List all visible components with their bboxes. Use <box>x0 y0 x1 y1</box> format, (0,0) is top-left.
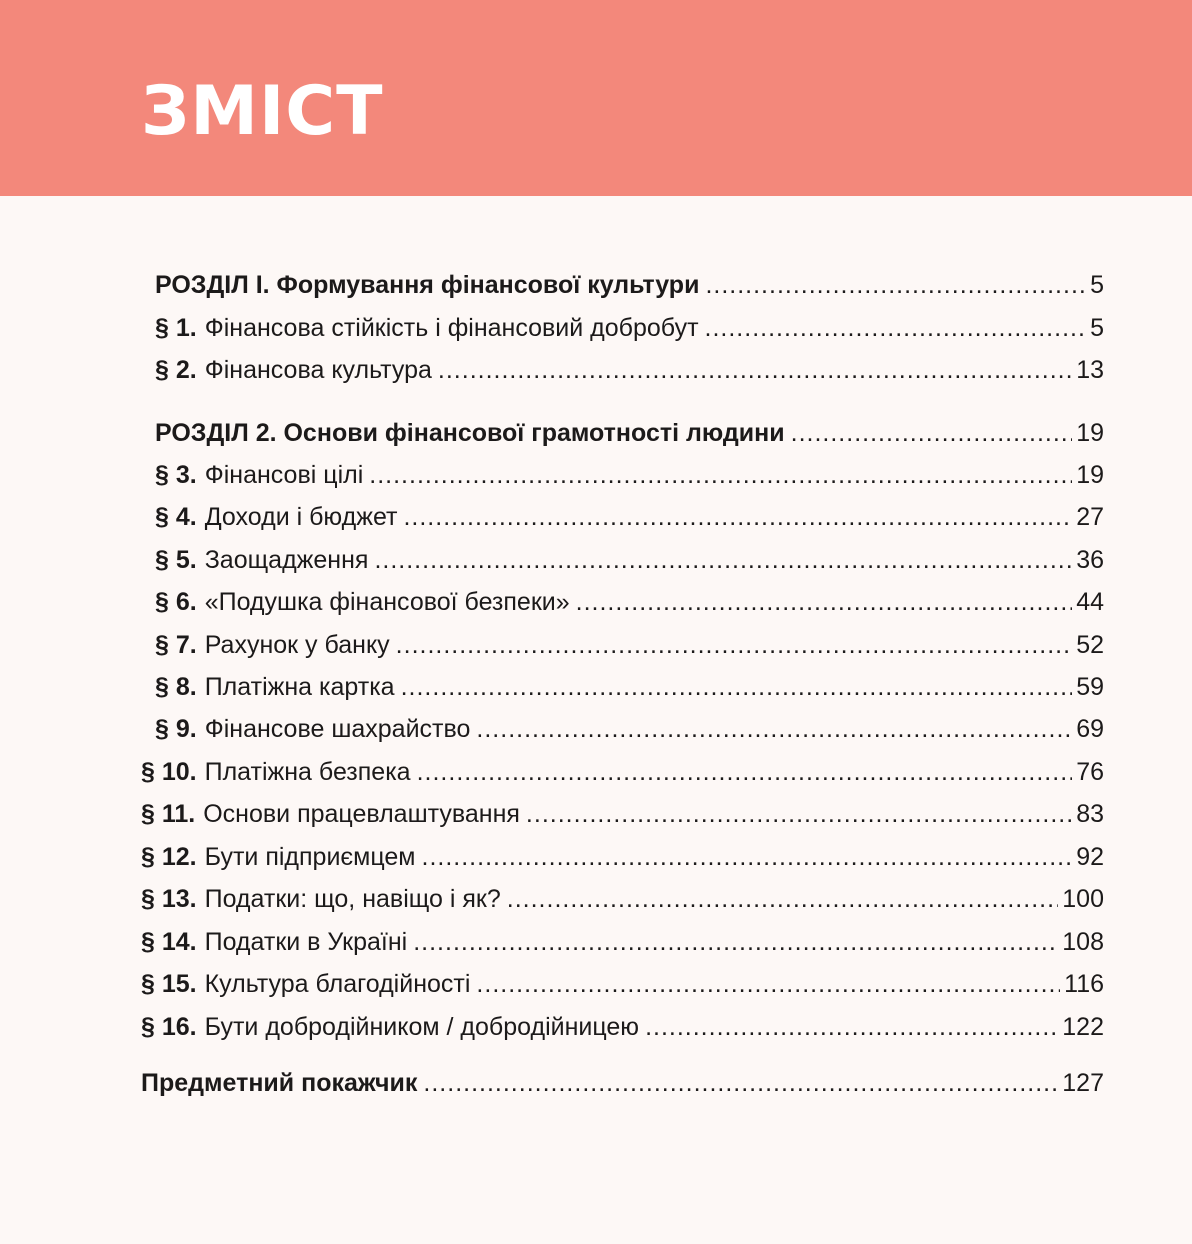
toc-page-number: 116 <box>1064 970 1104 998</box>
toc-entry-number: § 11. <box>141 800 196 828</box>
toc-entry-title: Заощадження <box>204 546 369 574</box>
toc-entry-number: § 2. <box>155 356 197 384</box>
dot-leader <box>476 966 1060 1002</box>
toc-section-1[interactable] <box>155 267 1104 303</box>
toc-entry-number: § 9. <box>155 715 197 743</box>
toc-entry-title: Основи працевлаштування <box>203 800 520 828</box>
toc-index-entry[interactable] <box>141 1065 1104 1101</box>
dot-leader <box>374 542 1072 578</box>
toc-entry-number: § 7. <box>155 631 197 659</box>
toc-page-number: 36 <box>1076 546 1104 574</box>
toc-index-title: Предметний покажчик <box>141 1069 418 1097</box>
toc-entry-number: § 6. <box>155 588 197 616</box>
toc-section-title: РОЗДІЛ 2. Основи фінансової грамотності людини <box>155 419 785 447</box>
dot-leader <box>396 627 1073 663</box>
toc-entry-title: Культура благодійності <box>204 970 471 998</box>
toc-section-title: РОЗДІЛ І. Формування фінансової культури <box>155 271 700 299</box>
dot-leader <box>791 415 1073 451</box>
toc-page-number: 13 <box>1076 356 1104 384</box>
toc-entry-number: § 15. <box>141 970 197 998</box>
toc-entry-title: Фінансове шахрайство <box>204 715 471 743</box>
toc-page-number: 69 <box>1076 715 1104 743</box>
toc-entry-10[interactable] <box>141 754 1104 790</box>
page-title: ЗМІСТ <box>141 72 384 151</box>
toc-entry-title: Бути підприємцем <box>204 843 416 871</box>
toc-page-number: 52 <box>1076 631 1104 659</box>
toc-entry-title: Рахунок у банку <box>204 631 390 659</box>
toc-entry-title: «Подушка фінансової безпеки» <box>204 588 570 616</box>
toc-page-number: 92 <box>1076 843 1104 871</box>
toc-entry-title: Платіжна картка <box>204 673 395 701</box>
toc-entry-5[interactable] <box>155 542 1104 578</box>
toc-entry-title: Доходи і бюджет <box>204 503 398 531</box>
toc-page-number: 19 <box>1076 461 1104 489</box>
toc-entry-title: Бути добродійником / добродійницею <box>204 1013 640 1041</box>
toc-entry-number: § 1. <box>155 314 197 342</box>
toc-entry-number: § 4. <box>155 503 197 531</box>
toc-page-number: 100 <box>1062 885 1104 913</box>
dot-leader <box>705 267 1086 303</box>
dot-leader <box>423 1065 1058 1101</box>
toc-entry-11[interactable] <box>141 796 1104 832</box>
toc-entry-15[interactable] <box>141 966 1104 1002</box>
toc-entry-number: § 10. <box>141 758 197 786</box>
toc-page-number: 19 <box>1076 419 1104 447</box>
dot-leader <box>422 839 1073 875</box>
toc-entry-4[interactable] <box>155 499 1104 535</box>
toc-entry-9[interactable] <box>155 711 1104 747</box>
toc-entry-number: § 14. <box>141 928 197 956</box>
toc-section-2[interactable] <box>155 415 1104 451</box>
toc-entry-12[interactable] <box>141 839 1104 875</box>
toc-entry-3[interactable] <box>155 457 1104 493</box>
dot-leader <box>401 669 1073 705</box>
toc-entry-title: Податки в Україні <box>204 928 408 956</box>
toc-entry-7[interactable] <box>155 627 1104 663</box>
toc-entry-number: § 8. <box>155 673 197 701</box>
toc-entry-6[interactable] <box>155 584 1104 620</box>
toc-page-number: 83 <box>1076 800 1104 828</box>
dot-leader <box>476 711 1072 747</box>
toc-entry-number: § 5. <box>155 546 197 574</box>
toc-entry-number: § 16. <box>141 1013 197 1041</box>
dot-leader <box>507 881 1059 917</box>
toc-entry-title: Фінансові цілі <box>204 461 364 489</box>
dot-leader <box>413 924 1058 960</box>
toc-page-number: 76 <box>1076 758 1104 786</box>
dot-leader <box>645 1009 1058 1045</box>
dot-leader <box>576 584 1073 620</box>
toc-entry-8[interactable] <box>155 669 1104 705</box>
toc-page-number: 5 <box>1090 314 1104 342</box>
toc-page-number: 122 <box>1062 1013 1104 1041</box>
toc-entry-title: Фінансова стійкість і фінансовий добробут <box>204 314 699 342</box>
toc-page-number: 108 <box>1062 928 1104 956</box>
toc-page-number: 59 <box>1076 673 1104 701</box>
toc-entry-number: § 13. <box>141 885 197 913</box>
dot-leader <box>438 352 1072 388</box>
toc-entry-title: Платіжна безпека <box>204 758 411 786</box>
toc-page-number: 127 <box>1062 1069 1104 1097</box>
toc-page-number: 27 <box>1076 503 1104 531</box>
toc-entry-number: § 12. <box>141 843 197 871</box>
dot-leader <box>417 754 1073 790</box>
dot-leader <box>403 499 1072 535</box>
toc-entry-13[interactable] <box>141 881 1104 917</box>
toc-entry-2[interactable] <box>155 352 1104 388</box>
toc-page-number: 44 <box>1076 588 1104 616</box>
toc-page-number: 5 <box>1090 271 1104 299</box>
toc-entry-1[interactable] <box>155 310 1104 346</box>
toc-entry-14[interactable] <box>141 924 1104 960</box>
toc-entry-title: Податки: що, навіщо і як? <box>204 885 501 913</box>
dot-leader <box>369 457 1072 493</box>
dot-leader <box>526 796 1072 832</box>
toc-entry-title: Фінансова культура <box>204 356 432 384</box>
toc-entry-number: § 3. <box>155 461 197 489</box>
toc-entry-16[interactable] <box>141 1009 1104 1045</box>
dot-leader <box>705 310 1087 346</box>
